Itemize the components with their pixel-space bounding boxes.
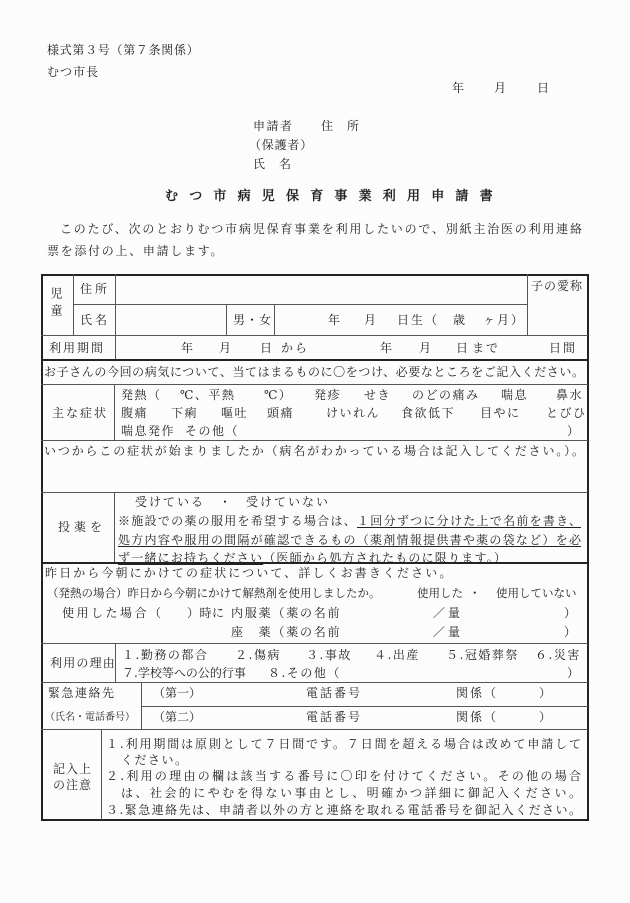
symptom-fever: 発熱（ [121,388,162,402]
table-rule [141,706,588,707]
symptom-stomachache: 腹痛 [121,406,149,420]
contact-relation-label: 関係（ [456,710,499,724]
table-rule [41,384,588,385]
table-rule [114,384,115,440]
note-item [106,737,581,751]
period-to-year: 年 [380,341,393,355]
intro-line-2: 票を添付の上、申請します。 [47,244,225,258]
child-nickname-label: 子の愛称 [531,279,584,293]
symptom-other: その他（ [185,424,240,438]
note-item [106,769,581,783]
reason-option-accident: ３.事故 [306,648,352,662]
applicant-label: 申請者 [253,119,294,133]
reason-option-other-close: ） [567,666,581,680]
table-rule [141,682,142,729]
period-days: 日間 [549,341,578,355]
emergency-sublabel: （氏名・電話番号） [45,712,135,723]
period-to-suffix: まで [472,341,501,355]
contact-order: （第二） [153,710,202,724]
period-label: 利用期間 [49,341,106,355]
antipyretic-used-option: 使用した [417,586,463,600]
date-month-label: 月 [494,81,507,95]
period-from-month: 月 [219,341,232,355]
note-number: １. [106,737,124,751]
contact-order: （第一） [153,686,202,700]
birth-day-label: 日生（ [397,313,440,327]
notes-label-line-2: の注意 [53,778,93,792]
contact-relation-close: ） [539,686,552,700]
reason-option-illness: ２.傷病 [235,648,281,662]
emergency-label: 緊急連絡先 [48,686,116,700]
applicant-name-label: 氏 名 [253,157,293,171]
symptom-cough: せき [364,388,392,402]
antipyretic-separator: ・ [469,586,481,600]
symptom-wheeze: 喘息 [501,388,529,402]
child-address-label: 住所 [80,282,111,296]
symptom-eye-discharge: 目やに [480,406,521,420]
medication-note-line-2: 処方内容や服用の間隔が確認できるもの（薬剤情報提供書や薬の袋など）を必 [118,533,581,547]
symptom-asthma-attack: 喘息発作 [121,424,176,438]
symptoms-label: 主な症状 [52,406,109,420]
period-from-day: 日 [260,341,273,355]
medication-received-option: 受けている [135,495,206,509]
symptom-impetigo: とびひ [546,406,587,420]
reason-option-childbirth: ４.出産 [374,648,420,662]
symptom-convulsion: けいれん [326,406,381,420]
symptom-headache: 頭痛 [267,406,295,420]
medication-note-text: （医師から処方されたものに限ります。） [263,551,508,565]
oral-amount-label: ／量 [433,606,464,620]
table-rule [41,643,588,644]
table-rule [41,359,588,361]
date-day-label: 日 [537,81,550,95]
used-hour-suffix: ）時に [187,606,225,620]
contact-relation-label: 関係（ [456,686,499,700]
child-name-label: 氏名 [80,313,111,327]
form-number: 様式第３号（第７条関係） [47,43,200,57]
table-rule [101,729,102,820]
note-text: 利用の理由の欄は該当する番号に〇印を付けてください。その他の場合 [124,769,581,783]
table-rule [41,729,588,730]
table-rule [226,304,227,335]
symptom-rash: 発疹 [314,388,342,402]
applicant-address-label: 住 所 [321,119,361,133]
medication-separator: ・ [219,495,232,509]
period-from-year: 年 [181,341,194,355]
table-rule [41,682,588,683]
medication-note-line-3 [118,551,507,565]
reason-option-disaster: ６.災害 [535,648,581,662]
contact-phone-label: 電話番号 [306,710,363,724]
age-months-label: ヶ月） [483,313,526,327]
medication-note-emphasis: １回分ずつに分けた上で名前を書き、 [357,514,581,528]
suppository-amount-label: ／量 [433,625,464,639]
birth-month-label: 月 [364,313,377,327]
illness-instruction: お子さんの今回の病気について、当てはまるものに〇をつけ、必要なところをご記入ください。 [44,365,584,379]
medication-label: 投薬を [58,520,107,534]
table-rule [73,304,527,305]
contact-phone-label: 電話番号 [306,686,363,700]
table-rule [527,274,528,335]
table-rule [114,492,115,562]
symptom-vomiting: 嘔吐 [221,406,249,420]
period-from-suffix: から [281,341,310,355]
used-when-label: 使用した場合（ [62,606,164,620]
addressee: むつ市長 [47,65,100,79]
table-rule [41,492,588,493]
guardian-label: （保護者） [249,138,314,152]
table-rule [274,304,275,335]
antipyretic-not-used-option: 使用していない [496,586,577,600]
note-item [106,803,581,817]
birth-year-label: 年 [328,313,341,327]
table-rule [115,274,116,359]
notes-label-line-1: 記入上 [53,762,93,776]
period-to-month: 月 [419,341,432,355]
medication-note-text: ※施設での薬の服用を希望する場合は、 [118,514,358,528]
symptom-sore-throat: のどの痛み [412,388,480,402]
symptom-other-close: ） [567,424,581,438]
note-continuation: ください。 [121,753,189,767]
suppository-close: ） [564,625,577,639]
symptom-appetite-loss: 食欲低下 [401,406,456,420]
symptom-temp-close: ℃） [264,388,293,402]
age-years-label: 歳 [453,313,466,327]
contact-relation-close: ） [539,710,552,724]
child-label: 児童 [49,287,63,321]
suppository-label: 座 薬（薬の名前 [231,625,342,639]
reason-option-ceremony: ５.冠婚葬祭 [446,648,519,662]
sex-options: 男・女 [233,313,273,327]
table-rule [41,335,588,336]
note-number: ２. [106,769,125,783]
reason-label: 利用の理由 [50,656,117,670]
oral-medicine-label: 内服薬（薬の名前 [231,606,342,620]
note-text: 利用期間は原則として７日間です。７日間を超える場合は改めて申請して [123,737,581,751]
period-to-day: 日 [456,341,469,355]
symptom-runny-nose: 鼻水 [556,388,584,402]
oral-close: ） [564,606,577,620]
medication-note-line-1 [118,514,581,528]
medication-not-received-option: 受けていない [246,495,331,509]
fever-question: （発熱の場合）昨日から今朝にかけて解熱剤を使用しましたか。 [47,586,381,600]
symptom-normal-temp: ℃、平熱 [180,388,236,402]
note-number: ３. [106,803,124,817]
onset-question: いつからこの症状が始まりましたか（病名がわかっている場合は記入してください。）。 [44,444,584,458]
reason-option-work: １.勤務の都合 [122,648,209,662]
table-rule [41,440,588,441]
intro-line-1: このたび、次のとおりむつ市病児保育事業を利用したいので、別紙主治医の利用連絡 [60,222,582,236]
date-year-label: 年 [452,81,465,95]
table-rule [73,274,74,335]
page-title: むつ市病児保育事業利用申請書 [165,189,504,204]
reason-option-school-event: ７.学校等への公的行事 [122,666,246,680]
note-text: 緊急連絡先は、申請者以外の方と連絡を取れる電話番号を御記入ください。 [123,803,581,817]
recent-symptoms-instruction: 昨日から今朝にかけての症状について、詳しくお書きください。 [45,566,454,580]
reason-option-other: ８.その他（ [268,666,341,680]
medication-note-emphasis: ず一緒にお持ちください [118,551,264,565]
symptom-diarrhea: 下痢 [171,406,199,420]
note-continuation: は、社会的にやむを得ない事由とし、明確かつ詳細に御記入ください。 [121,786,581,800]
